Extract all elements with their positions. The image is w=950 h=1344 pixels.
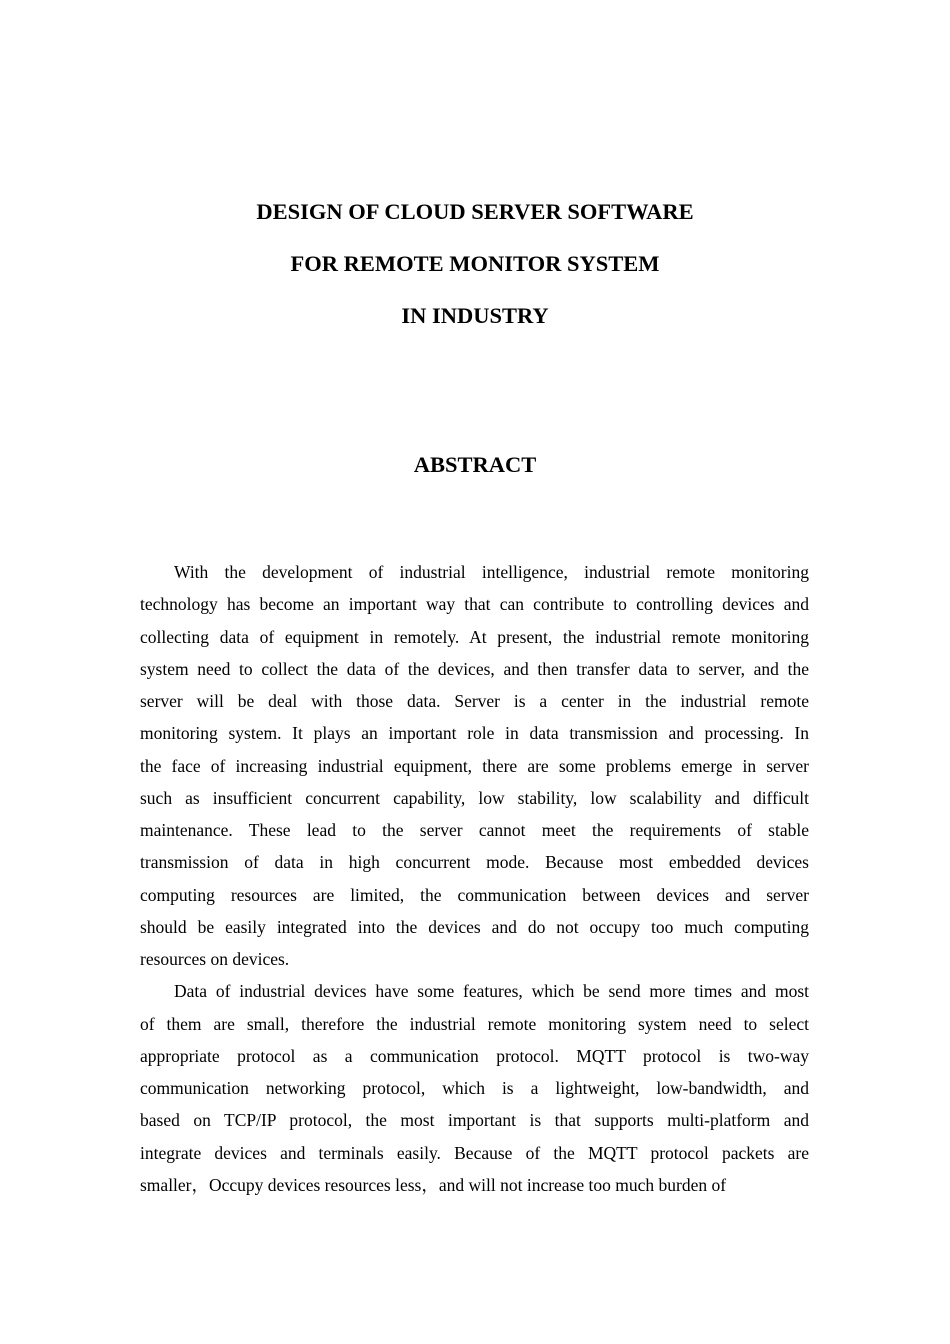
paragraph-1-line: With the development of industrial intelligence, industrial remote monitoring <box>174 562 809 582</box>
paragraph-1-line: system need to collect the data of the devices, and then transfer data to server, and the <box>140 658 809 679</box>
paragraph-1-line: technology has become an important way that can contribute to controlling devices and <box>140 594 809 615</box>
paragraph-1-line: such as insufficient concurrent capability, low stability, low scalability and difficult <box>140 787 809 808</box>
paragraph-1-line: computing resources are limited, the communication between devices and server <box>140 884 809 905</box>
abstract-heading: ABSTRACT <box>413 452 537 477</box>
abstract-body <box>140 558 809 1203</box>
paragraph-2-line: appropriate protocol as a communication protocol. MQTT protocol is two-way <box>140 1045 809 1066</box>
paragraph-1-line: transmission of data in high concurrent mode. Because most embedded devices <box>140 852 809 873</box>
paragraph-1-line: maintenance. These lead to the server cannot meet the requirements of stable <box>140 820 809 840</box>
paragraph-2-line: integrate devices and terminals easily. Because of the MQTT protocol packets are <box>140 1142 809 1163</box>
paragraph-2-line: smaller，Occupy devices resources less，and will not increase too much burden of <box>140 1174 727 1195</box>
paragraph-1-line: the face of increasing industrial equipment, there are some problems emerge in server <box>140 755 809 776</box>
paragraph-1-line: resources on devices. <box>140 949 290 969</box>
title-line-2: FOR REMOTE MONITOR SYSTEM <box>290 251 660 276</box>
paragraph-2-line: of them are small, therefore the industrial remote monitoring system need to select <box>140 1013 809 1034</box>
paragraph-2-line: Data of industrial devices have some features, which be send more times and most <box>174 981 809 1002</box>
title-line-3: IN INDUSTRY <box>401 303 549 328</box>
paragraph-2-line: communication networking protocol, which is a lightweight, low-bandwidth, and <box>140 1078 809 1098</box>
paragraph-1-line: collecting data of equipment in remotely. At present, the industrial remote monitoring <box>140 626 809 647</box>
paragraph-2-line: based on TCP/IP protocol, the most important is that supports multi-platform and <box>140 1110 809 1131</box>
paragraph-1-line: server will be deal with those data. Server is a center in the industrial remote <box>140 691 809 711</box>
paragraph-1-line: should be easily integrated into the devices and do not occupy too much computing <box>140 916 809 937</box>
title-line-1: DESIGN OF CLOUD SERVER SOFTWARE <box>256 199 694 224</box>
paragraph-1-line: monitoring system. It plays an important role in data transmission and processing. In <box>140 723 809 744</box>
